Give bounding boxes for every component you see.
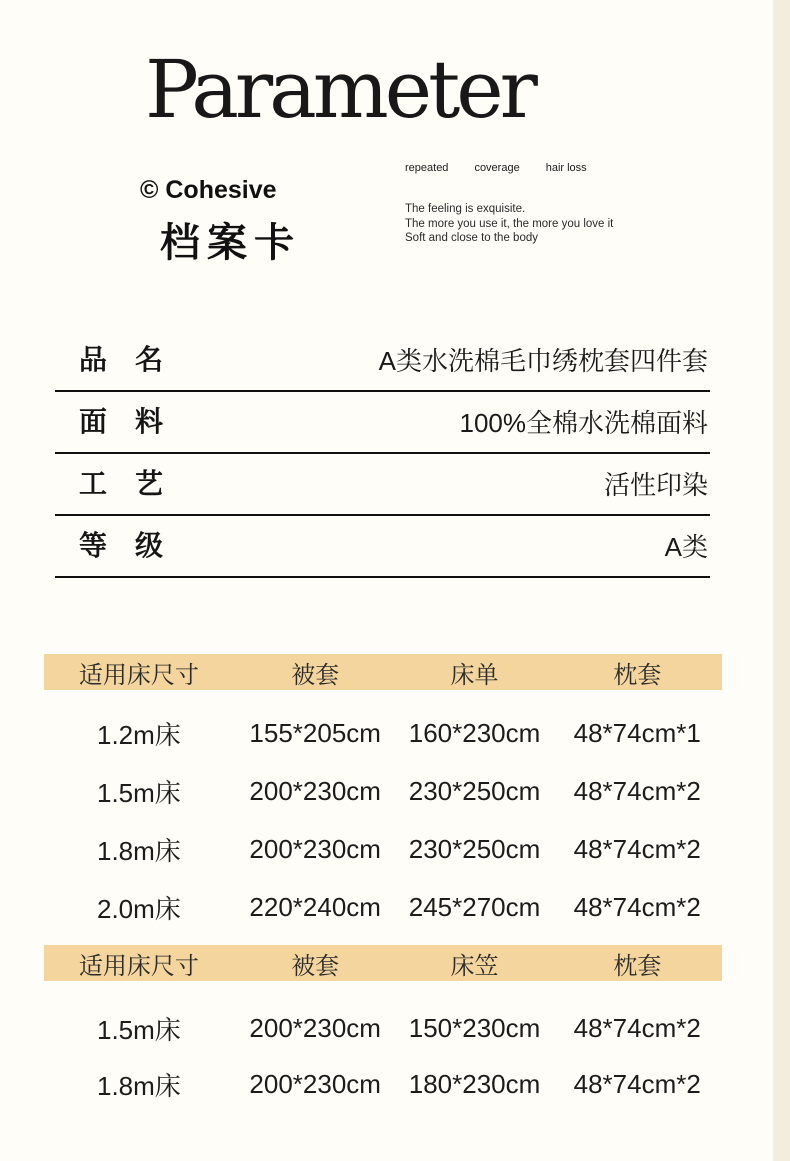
spec-value: 100%全棉水洗棉面料 <box>459 408 708 438</box>
column-header: 被套 <box>291 952 340 980</box>
flat-sheet-cell: 160*230cm <box>408 717 541 748</box>
pillowcase-cell: 48*74cm*2 <box>573 891 701 922</box>
spec-label: 品 名 <box>79 344 164 375</box>
duvet-cover-cell: 200*230cm <box>249 1012 381 1043</box>
pillowcase-cell: 48*74cm*2 <box>573 1012 701 1043</box>
column-header: 枕套 <box>613 952 662 980</box>
feature-tag: repeated <box>405 162 449 174</box>
table-row <box>44 1056 722 1112</box>
table-row <box>44 1000 722 1056</box>
size-table-fitted-sheet <box>44 945 722 1112</box>
duvet-cover-cell: 200*230cm <box>249 1068 381 1099</box>
duvet-cover-cell: 200*230cm <box>249 833 381 864</box>
slogan-column <box>405 162 613 268</box>
table-row <box>44 762 722 820</box>
duvet-cover-cell: 200*230cm <box>249 775 381 806</box>
size-table-flat-sheet <box>44 654 722 936</box>
column-header: 床单 <box>450 661 499 689</box>
column-header: 枕套 <box>613 661 662 689</box>
bed-size-cell: 1.5m床 <box>97 777 181 808</box>
brand-subtitle: 档案卡 <box>160 221 301 265</box>
feature-tags <box>405 162 613 174</box>
brand-name: © Cohesive <box>140 176 277 204</box>
spec-row-craft <box>55 454 710 516</box>
feature-tag: coverage <box>474 162 520 174</box>
table-header-band <box>44 945 722 981</box>
feature-tag: hair loss <box>545 162 587 174</box>
pillowcase-cell: 48*74cm*1 <box>573 717 701 748</box>
brand-column <box>140 162 405 268</box>
spec-value: A类 <box>664 532 708 562</box>
pillowcase-cell: 48*74cm*2 <box>573 775 701 806</box>
slogan-text <box>405 202 613 246</box>
pillowcase-cell: 48*74cm*2 <box>573 833 701 864</box>
bed-size-cell: 1.8m床 <box>97 1070 181 1101</box>
table-rows <box>44 690 722 936</box>
fitted-sheet-cell: 180*230cm <box>408 1068 541 1099</box>
spec-value: A类水洗棉毛巾绣枕套四件套 <box>378 346 708 376</box>
spec-label: 工 艺 <box>79 468 164 499</box>
duvet-cover-cell: 220*240cm <box>249 891 381 922</box>
page-title: Parameter <box>145 43 534 136</box>
flat-sheet-cell: 230*250cm <box>408 775 541 806</box>
spec-value: 活性印染 <box>603 470 708 500</box>
bed-size-cell: 1.8m床 <box>97 835 181 866</box>
bed-size-cell: 2.0m床 <box>97 893 181 924</box>
table-rows <box>44 981 722 1112</box>
column-header: 适用床尺寸 <box>78 661 199 689</box>
column-header: 适用床尺寸 <box>78 952 199 980</box>
spec-row-grade <box>55 516 710 578</box>
flat-sheet-cell: 245*270cm <box>408 891 541 922</box>
slogan-line: The feeling is exquisite. <box>405 203 526 215</box>
slogan-line: Soft and close to the body <box>405 232 538 244</box>
pillowcase-cell: 48*74cm*2 <box>573 1068 701 1099</box>
bed-size-cell: 1.5m床 <box>97 1014 181 1045</box>
table-header-band <box>44 654 722 690</box>
slogan-line: The more you use it, the more you love it <box>405 217 614 230</box>
fitted-sheet-cell: 150*230cm <box>408 1012 541 1043</box>
column-header: 床笠 <box>450 952 499 980</box>
spec-list <box>55 330 710 578</box>
table-row <box>44 878 722 936</box>
table-row <box>44 704 722 762</box>
column-header: 被套 <box>291 661 340 689</box>
spec-label: 等 级 <box>79 530 164 561</box>
brand-block <box>0 162 773 268</box>
spec-row-product-name <box>55 330 710 392</box>
table-row <box>44 820 722 878</box>
spec-label: 面 料 <box>79 406 164 437</box>
flat-sheet-cell: 230*250cm <box>408 833 541 864</box>
bed-size-cell: 1.2m床 <box>97 719 181 750</box>
spec-row-fabric <box>55 392 710 454</box>
duvet-cover-cell: 155*205cm <box>249 717 381 748</box>
